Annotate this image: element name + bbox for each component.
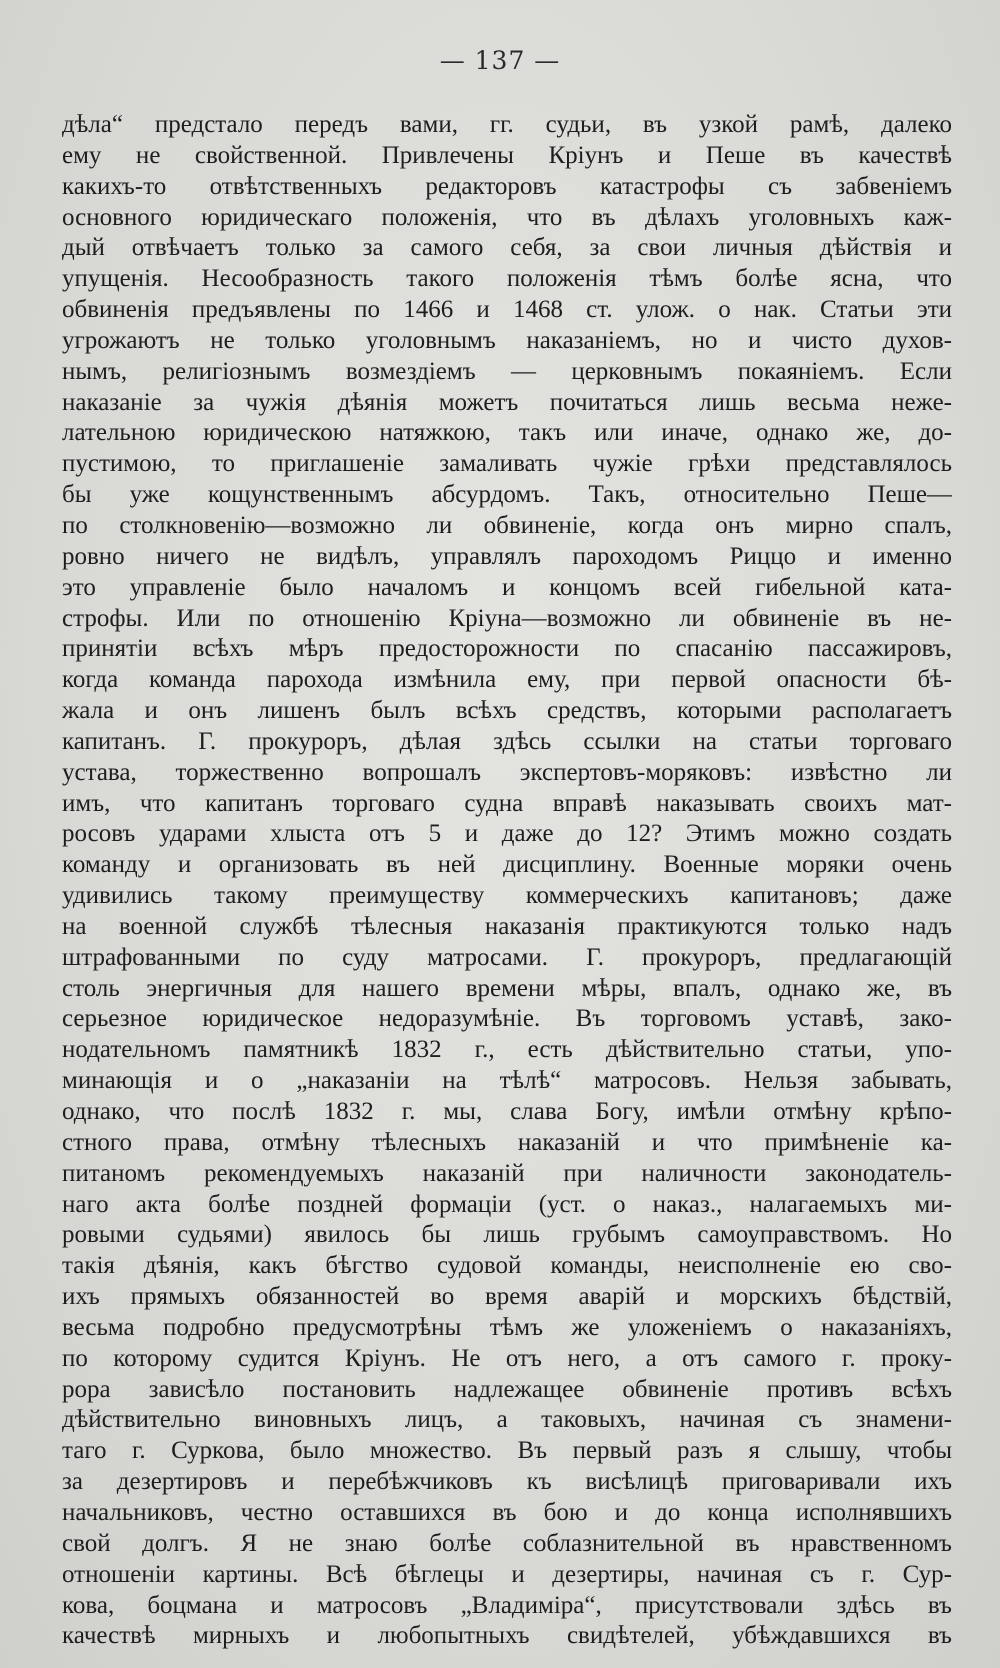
text-line: бы уже кощунственнымъ абсурдомъ. Такъ, относительно Пеше—	[62, 481, 952, 509]
text-line: принятіи всѣхъ мѣръ предосторожности по спасанію пассажировъ,	[62, 635, 952, 663]
text-line: питаномъ рекомендуемыхъ наказаній при наличности законодатель-	[62, 1159, 952, 1187]
text-line: весьма подробно предусмотрѣны тѣмъ же уложеніемъ о наказаніяхъ,	[62, 1313, 952, 1341]
text-line: наго акта болѣе поздней формаціи (уст. о наказ., налагаемыхъ ми-	[62, 1190, 952, 1218]
text-line: строфы. Или по отношенію Кріуна—возможно ли обвиненіе въ не-	[62, 604, 952, 632]
text-line: столь энергичныя для нашего времени мѣры, впалъ, однако же, въ	[62, 974, 952, 1002]
text-line: это управленіе было началомъ и концомъ всей гибельной ката-	[62, 573, 952, 601]
text-line: нымъ, религіознымъ возмездіемъ — церковнымъ покаяніемъ. Если	[62, 357, 952, 385]
body-text	[62, 110, 952, 1652]
text-line: однако, что послѣ 1832 г. мы, слава Богу, имѣли отмѣну крѣпо-	[62, 1098, 952, 1125]
text-line: какихъ-то отвѣтственныхъ редакторовъ катастрофы съ забвеніемъ	[62, 172, 952, 200]
text-line: свой долгъ. Я не знаю болѣе соблазнительной въ нравственномъ	[62, 1529, 952, 1557]
text-line: ему не свойственной. Привлечены Кріунъ и Пеше въ качествѣ	[62, 141, 952, 169]
text-line: команду и организовать въ ней дисциплину. Военные моряки очень	[62, 851, 952, 879]
text-line: такія дѣянія, какъ бѣгство судовой команды, неисполненіе ею сво-	[62, 1252, 952, 1280]
text-line: на военной службѣ тѣлесныя наказанія практикуются только надъ	[62, 912, 952, 940]
text-line: обвиненія предъявлены по 1466 и 1468 ст. улож. о нак. Статьи эти	[62, 296, 952, 324]
text-line: за дезертировъ и перебѣжчиковъ къ висѣлицѣ приговаривали ихъ	[62, 1468, 952, 1496]
text-line: когда команда парохода измѣнила ему, при первой опасности бѣ-	[62, 666, 952, 694]
text-line: устава, торжественно вопрошалъ экспертовъ-моряковъ: извѣстно ли	[62, 758, 952, 786]
page-number: — 137 —	[439, 46, 561, 75]
text-line: по которому судится Кріунъ. Не отъ него, а отъ самого г. проку-	[62, 1344, 952, 1372]
text-line: стного права, отмѣну тѣлесныхъ наказаній и что примѣненіе ка-	[62, 1128, 952, 1156]
text-line: кова, боцмана и матросовъ „Владиміра“, присутствовали здѣсь въ	[62, 1591, 952, 1619]
text-line: минающія и о „наказаніи на тѣлѣ“ матросовъ. Нельзя забывать,	[62, 1067, 952, 1095]
text-line: качествѣ мирныхъ и любопытныхъ свидѣтелей, убѣждавшихся въ	[62, 1622, 952, 1650]
text-line: капитанъ. Г. прокуроръ, дѣлая здѣсь ссылки на статьи торговаго	[62, 727, 952, 755]
text-line: начальниковъ, честно оставшихся въ бою и до конца исполнявшихъ	[62, 1498, 952, 1526]
text-line: штрафованными по суду матросами. Г. прокуроръ, предлагающій	[62, 943, 952, 971]
text-line: ровно ничего не видѣлъ, управлялъ пароходомъ Риццо и именно	[62, 542, 952, 570]
text-line: таго г. Суркова, было множество. Въ первый разъ я слышу, чтобы	[62, 1437, 952, 1465]
text-line: рора зависѣло постановить надлежащее обвиненіе противъ всѣхъ	[62, 1375, 952, 1403]
text-line: имъ, что капитанъ торговаго судна вправѣ наказывать своихъ мат-	[62, 789, 952, 817]
text-line: ровыми судьями) явилось бы лишь грубымъ самоуправствомъ. Но	[62, 1221, 952, 1249]
text-line: ихъ прямыхъ обязанностей во время аварій и морскихъ бѣдствій,	[62, 1283, 952, 1311]
text-line: пустимою, то приглашеніе замаливать чужіе грѣхи представлялось	[62, 450, 952, 478]
text-line: отношеніи картины. Всѣ бѣглецы и дезертиры, начиная съ г. Сур-	[62, 1560, 952, 1588]
text-line: основного юридическаго положенія, что въ дѣлахъ уголовныхъ каж-	[62, 203, 952, 231]
text-line: росовъ ударами хлыста отъ 5 и даже до 12? Этимъ можно создать	[62, 820, 952, 848]
text-line: серьезное юридическое недоразумѣніе. Въ торговомъ уставѣ, зако-	[62, 1005, 952, 1033]
text-line: дѣла“ предстало передъ вами, гг. судьи, въ узкой рамѣ, далеко	[62, 111, 952, 138]
text-line: упущенія. Несообразность такого положенія тѣмъ болѣе ясна, что	[62, 265, 952, 293]
text-line: лательною юридическою натяжкою, такъ или иначе, однако же, до-	[62, 419, 952, 447]
text-line: дый отвѣчаетъ только за самого себя, за свои личныя дѣйствія и	[62, 234, 952, 262]
text-line: наказаніе за чужія дѣянія можетъ почитаться лишь весьма неже-	[62, 388, 952, 416]
text-line: удивились такому преимуществу коммерческихъ капитановъ; даже	[62, 882, 952, 910]
text-line: нодательномъ памятникѣ 1832 г., есть дѣйствительно статьи, упо-	[62, 1036, 952, 1064]
text-line: жала и онъ лишенъ былъ всѣхъ средствъ, которыми располагаетъ	[62, 697, 952, 725]
text-line: дѣйствительно виновныхъ лицъ, а таковыхъ, начиная съ знамени-	[62, 1406, 952, 1434]
text-line: угрожаютъ не только уголовнымъ наказаніемъ, но и чисто духов-	[62, 326, 952, 354]
text-line: по столкновенію—возможно ли обвиненіе, когда онъ мирно спалъ,	[62, 511, 952, 539]
